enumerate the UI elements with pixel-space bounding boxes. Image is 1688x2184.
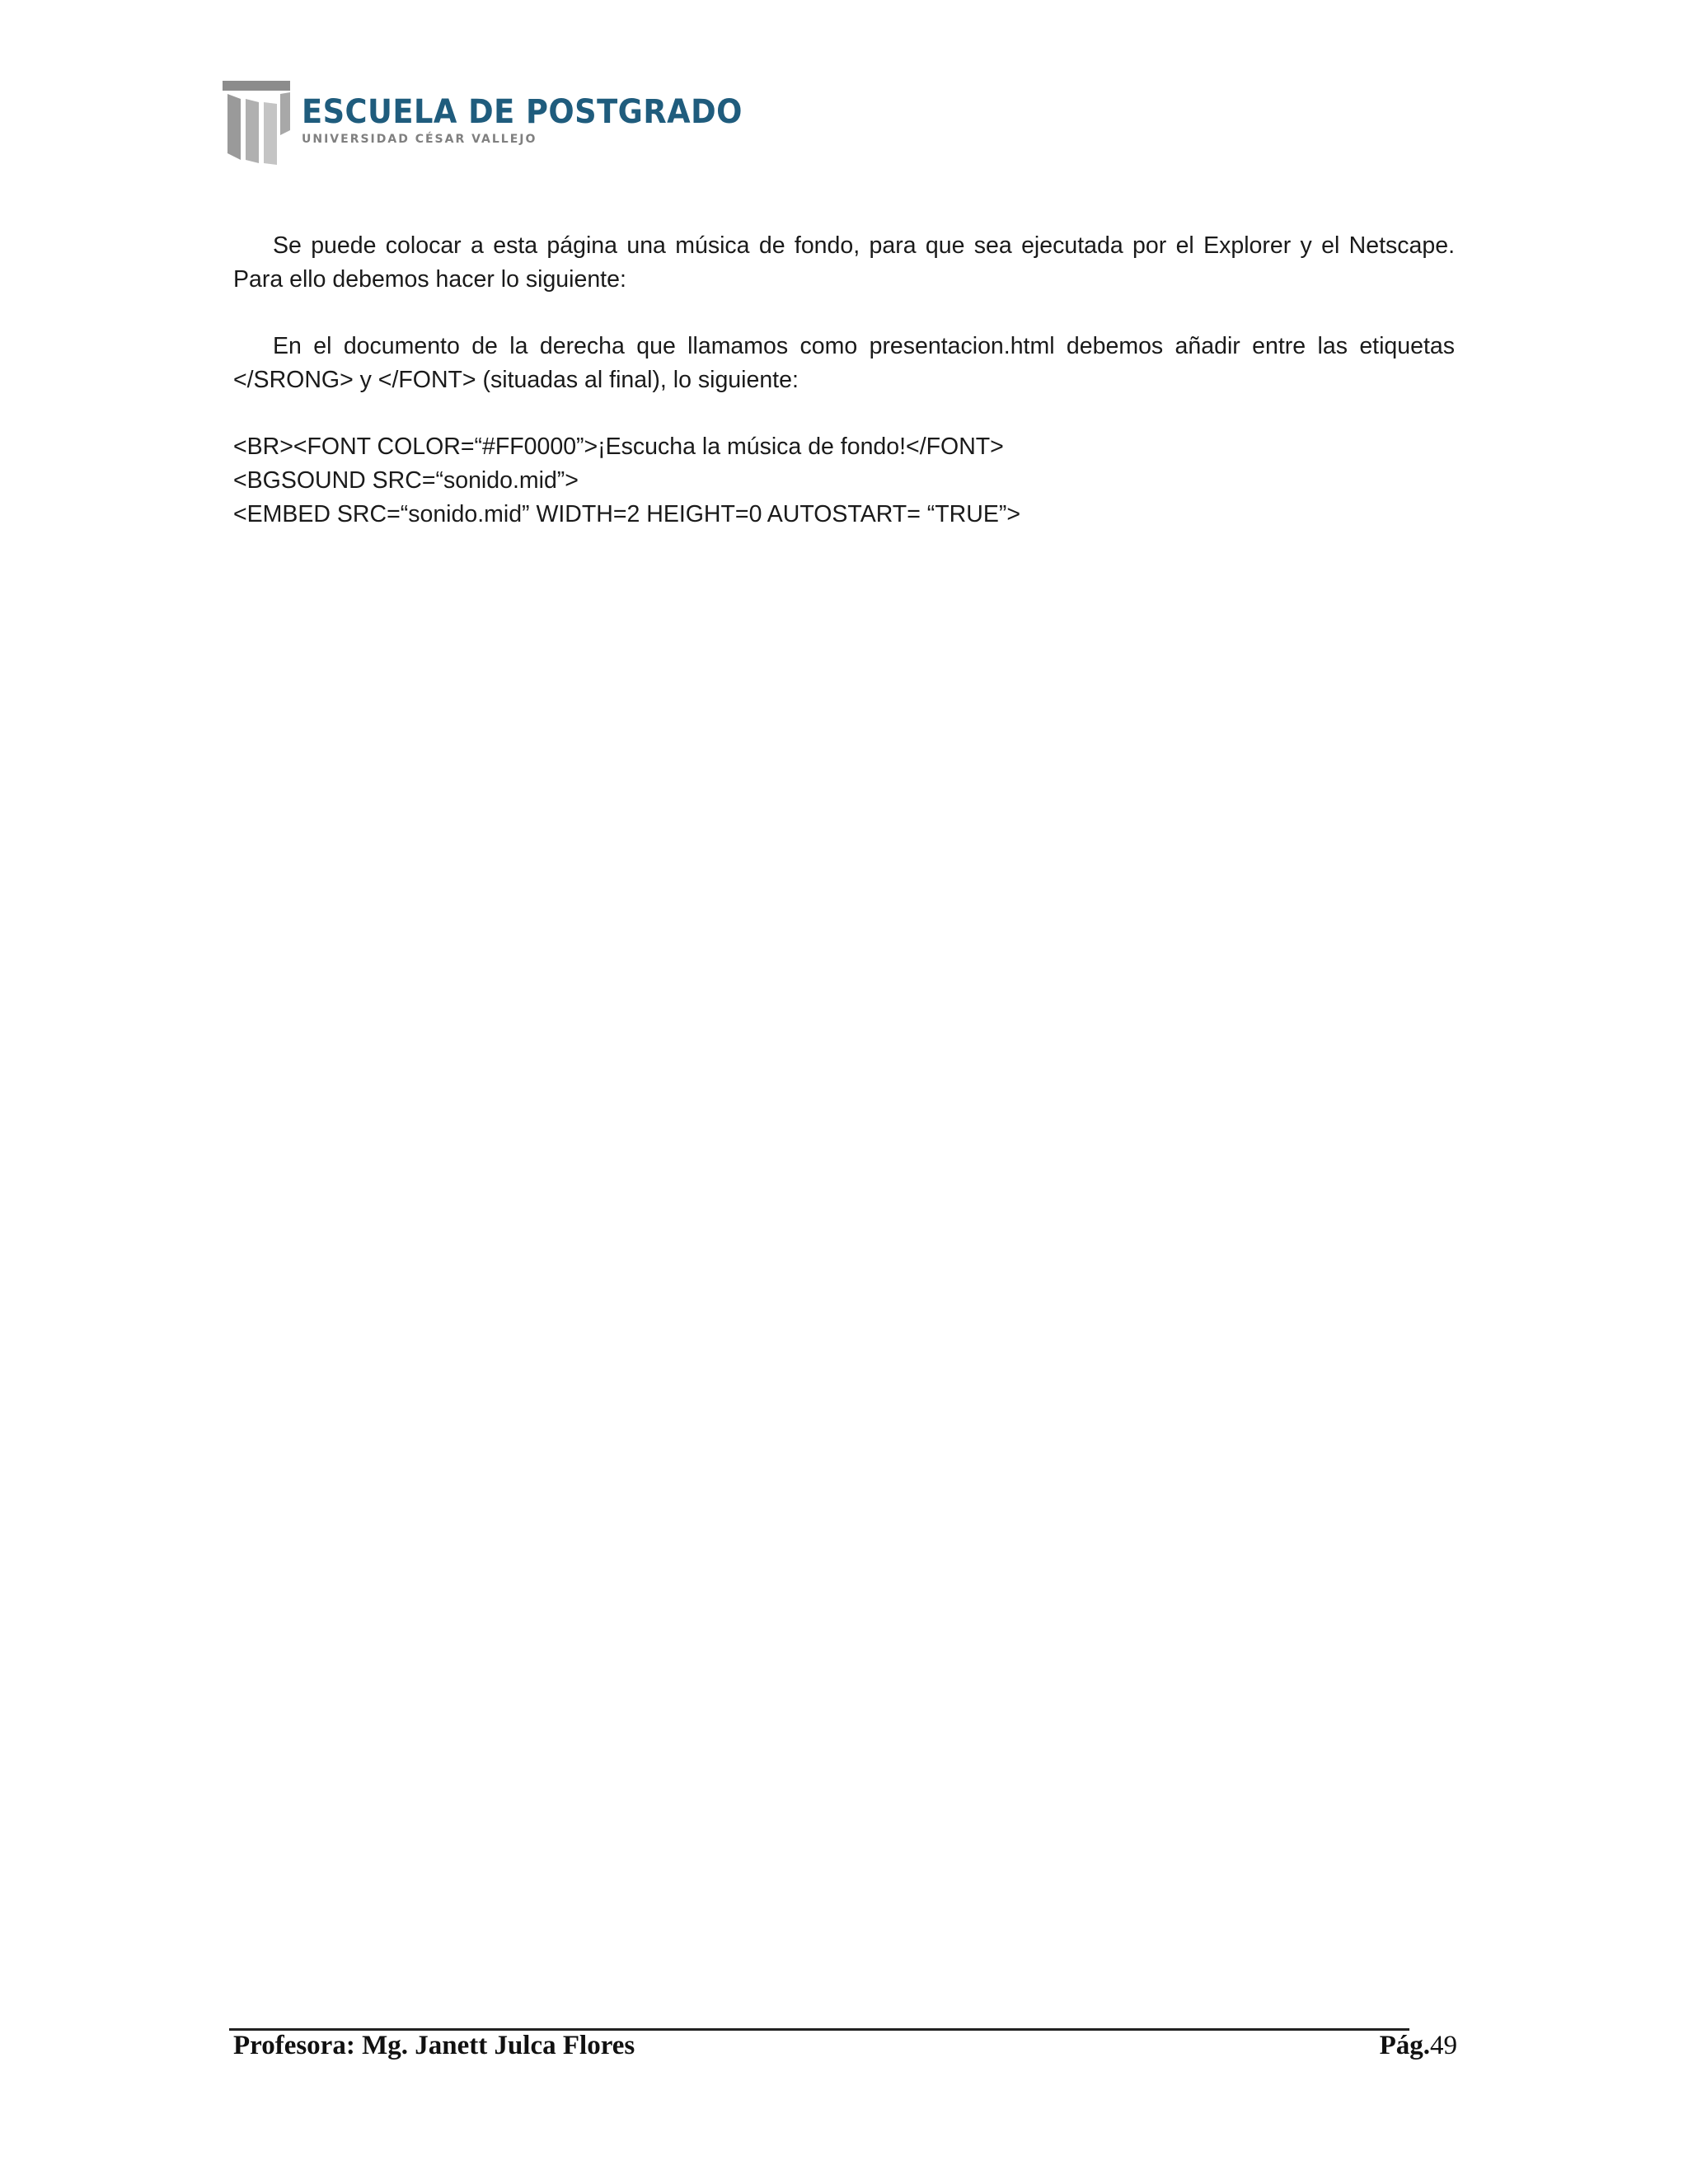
code-line-3: <EMBED SRC=“sonido.mid” WIDTH=2 HEIGHT=0 AUTOSTART= “TRUE”>: [233, 501, 1020, 527]
logo-title: ESCUELA DE POSTGRADO: [302, 93, 743, 131]
page-number: [1380, 2031, 1457, 2061]
paragraph-1: Se puede colocar a esta página una música de fondo, para que sea ejecutada por el Explorer y el Netscape. Para ello debemos hacer lo siguiente:: [233, 232, 1455, 293]
footer-author: Profesora: Mg. Janett Julca Flores: [233, 2031, 635, 2060]
columns-logo-icon: [223, 81, 290, 165]
paragraph-2: En el documento de la derecha que llamamos como presentacion.html debemos añadir entre las etiquetas </SRONG> y </FONT> (situadas al final), lo siguiente:: [233, 333, 1455, 393]
page-label: Pág.: [1379, 2031, 1430, 2060]
school-logo: [223, 81, 781, 165]
logo-subtitle: UNIVERSIDAD CÉSAR VALLEJO: [302, 133, 537, 146]
page-number-value: 49: [1430, 2031, 1457, 2060]
page-footer: [233, 2031, 1457, 2061]
code-line-1: <BR><FONT COLOR=“#FF0000”>¡Escucha la música de fondo!</FONT>: [233, 434, 1004, 460]
page-body: [233, 229, 1455, 532]
code-line-2: <BGSOUND SRC=“sonido.mid”>: [233, 467, 579, 494]
